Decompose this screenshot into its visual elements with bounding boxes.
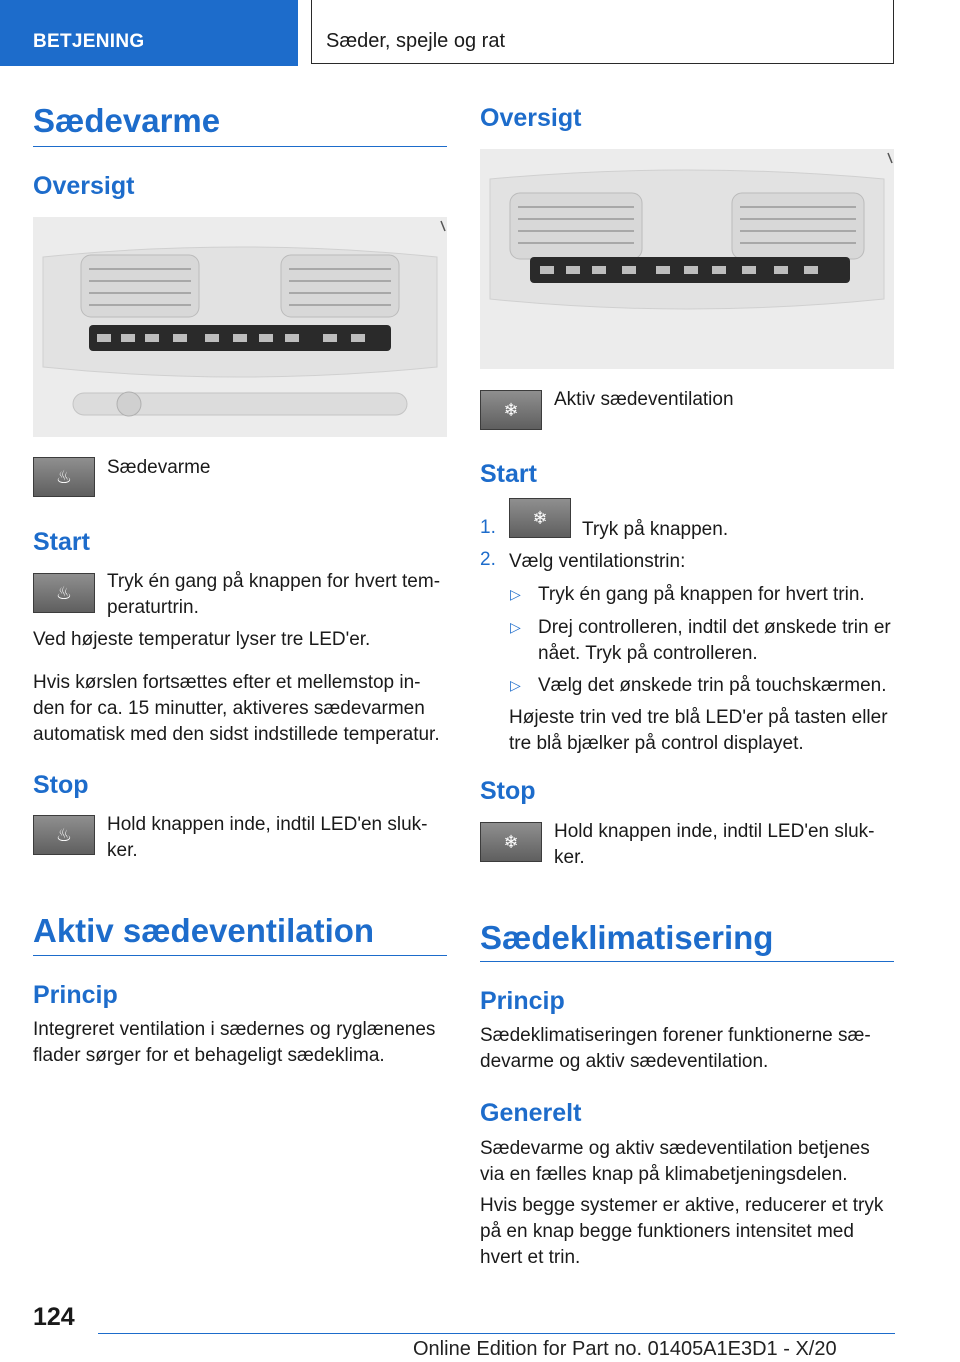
heading-start: Start — [33, 528, 90, 556]
heading-general: Generelt — [480, 1099, 582, 1127]
climate-panel-drawing — [33, 217, 447, 437]
section-tab — [0, 0, 298, 66]
climate-panel-drawing — [480, 149, 894, 369]
bullet-3: Vælg det ønskede trin på touchskærmen. — [538, 675, 887, 696]
continue-line-1: Hvis kørslen fortsættes efter et mellemstop in- — [33, 672, 421, 693]
seat-vent-button-image — [480, 822, 542, 862]
seat-vent-button-image — [509, 498, 571, 538]
max-level-line-2: tre blå bjælker på control displayet. — [509, 733, 804, 754]
bullet-2-line-1: Drej controlleren, indtil det ønskede trin er — [538, 617, 891, 638]
edition-text: Online Edition for Part no. 01405A1E3D1 - X/20 — [413, 1338, 837, 1360]
heading-principle: Princip — [33, 981, 118, 1009]
seat-heat-icon: ♨ — [55, 583, 73, 603]
principle-line-2: devarme og aktiv sædeventilation. — [480, 1051, 769, 1072]
heading-start: Start — [480, 460, 537, 488]
led-text: Ved højeste temperatur lyser tre LED'er. — [33, 629, 371, 650]
start-line-1: Tryk én gang på knappen for hvert tem- — [107, 571, 441, 592]
seat-heat-button-image — [33, 573, 95, 613]
general-line-4: på en knap begge funktioners intensitet med — [480, 1221, 854, 1242]
footer-rule — [98, 1333, 895, 1334]
heading-stop: Stop — [33, 771, 89, 799]
heading-principle: Princip — [480, 987, 565, 1015]
max-level-line-1: Højeste trin ved tre blå LED'er på tasten eller — [509, 707, 888, 728]
stop-line-1: Hold knappen inde, indtil LED'en sluk- — [554, 821, 875, 842]
climate-panel-photo — [480, 149, 894, 369]
seat-heat-icon: ♨ — [55, 467, 73, 487]
seat-vent-button-image — [480, 390, 542, 430]
step-2-text: Vælg ventilationstrin: — [509, 551, 686, 572]
title-rule — [480, 961, 894, 962]
general-line-2: via en fælles knap på klimabetjeningsdelen. — [480, 1164, 848, 1185]
caption-active-ventilation: Aktiv sædeventilation — [554, 389, 734, 410]
principle-line-2: flader sørger for et behageligt sædeklima. — [33, 1045, 385, 1066]
heading-overview: Oversigt — [480, 104, 582, 132]
general-line-3: Hvis begge systemer er aktive, reducerer et tryk — [480, 1195, 884, 1216]
stop-line-1: Hold knappen inde, indtil LED'en sluk- — [107, 814, 428, 835]
principle-line-1: Integreret ventilation i sædernes og ryglænenes — [33, 1019, 436, 1040]
general-line-1: Sædevarme og aktiv sædeventilation betjenes — [480, 1138, 870, 1159]
caption-seat-heat: Sædevarme — [107, 457, 211, 478]
heading-overview: Oversigt — [33, 172, 135, 200]
heading-stop: Stop — [480, 777, 536, 805]
bullet-2-line-2: nået. Tryk på controlleren. — [538, 643, 758, 664]
principle-line-1: Sædeklimatiseringen forener funktionerne sæ- — [480, 1025, 871, 1046]
bullet-1: Tryk én gang på knappen for hvert trin. — [538, 584, 865, 605]
seat-vent-icon: ❄ — [503, 400, 519, 420]
seat-heat-button-image — [33, 457, 95, 497]
step-number-2: 2. — [480, 549, 496, 570]
title-rule — [33, 146, 447, 147]
step-number-1: 1. — [480, 517, 496, 538]
climate-panel-photo — [33, 217, 447, 437]
seat-heat-button-image — [33, 815, 95, 855]
seat-heat-icon: ♨ — [55, 825, 73, 845]
chapter-label: Sæder, spejle og rat — [326, 30, 505, 52]
page-number: 124 — [33, 1303, 75, 1331]
bullet-marker: ▷ — [510, 586, 521, 602]
continue-line-2: den for ca. 15 minutter, aktiveres sædevarmen — [33, 698, 425, 719]
section-title-active-ventilation: Aktiv sædeventilation — [33, 912, 375, 949]
seat-vent-icon: ❄ — [532, 508, 548, 528]
bullet-marker: ▷ — [510, 619, 521, 635]
step-1-text: Tryk på knappen. — [582, 519, 729, 540]
start-line-2: peraturtrin. — [107, 597, 199, 618]
section-title-seat-heating: Sædevarme — [33, 102, 221, 139]
general-line-5: hvert et trin. — [480, 1247, 581, 1268]
title-rule — [33, 955, 447, 956]
section-label: BETJENING — [33, 31, 145, 52]
stop-line-2: ker. — [554, 847, 585, 868]
section-title-seat-climate: Sædeklimatisering — [480, 919, 774, 956]
continue-line-3: automatisk med den sidst indstillede temperatur. — [33, 724, 440, 745]
bullet-marker: ▷ — [510, 677, 521, 693]
chapter-header — [311, 0, 894, 64]
seat-vent-icon: ❄ — [503, 832, 519, 852]
stop-line-2: ker. — [107, 840, 138, 861]
